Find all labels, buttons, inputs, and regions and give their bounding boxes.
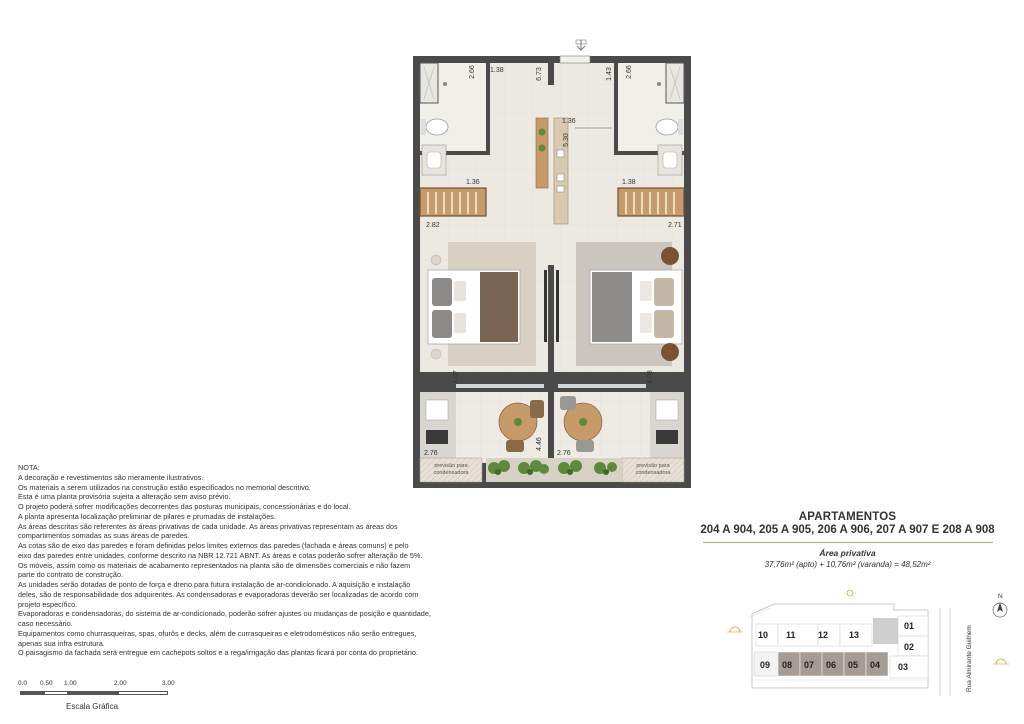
unit-label: 06 — [826, 660, 837, 670]
dim-left-balcony-width: 2.76 — [424, 450, 438, 457]
right-balcony-glazing — [554, 372, 684, 392]
note-line: Os móveis, assim como os materiais de acabamento representados na planta são de dimensões comerciais e não fazem — [18, 560, 411, 570]
area-formula: 37,76m² (apto) + 10,76m² (varanda) = 48,52m² — [764, 560, 931, 569]
unit-label: 09 — [760, 660, 771, 670]
notes-title: NOTA: — [18, 463, 40, 472]
dim-left-wc-width: 2.66 — [469, 65, 476, 79]
unit-label: 07 — [804, 660, 815, 670]
divider — [703, 542, 993, 543]
unit-label: 12 — [818, 630, 829, 640]
sunrise-icon — [727, 627, 743, 632]
unit-label: 04 — [870, 660, 881, 670]
scale-segment — [118, 691, 168, 695]
dim-kitchen-counter-depth: 5.30 — [563, 133, 570, 147]
note-line: Evaporadoras e condensadoras, do sistema de ar-condicionado, poderão sofrer ajustes ou mudanças de posição e quantidade, — [18, 609, 431, 619]
dim-right-balcony-width: 2.76 — [557, 450, 571, 457]
graphic-scale — [18, 680, 188, 716]
unit-label: 05 — [848, 660, 859, 670]
right-glass-door[interactable] — [558, 384, 646, 388]
unit-row-bottom — [754, 652, 888, 676]
condenser-label-line2: condensadora — [635, 470, 671, 476]
sun-icon — [844, 588, 856, 599]
unit-label: 13 — [849, 630, 860, 640]
unit-label: 01 — [904, 621, 915, 631]
dim-corridor-depth: 6.73 — [536, 67, 543, 81]
note-line: O projeto poderá sofrer modificações decorrentes das posturas municipais, concessionárias e do local. — [18, 502, 351, 511]
note-line: A decoração e revestimentos são meramente ilustrativos. — [18, 472, 204, 482]
street-label: Rua Almirante Guilhem — [966, 625, 973, 692]
left-glass-door[interactable] — [456, 384, 544, 388]
note-line: O paisagismo da fachada será entregue em cachepots soltos e a rega/irrigação das plantas ficará por conta do proprietário. — [18, 648, 418, 658]
scale-tick: 1.00 — [64, 680, 77, 687]
dim-right-bedroom-width: 2.71 — [668, 222, 682, 229]
note-line: As unidades serão dotadas de ponto de força e dreno para futura instalação de ar-condicionado. A aquisição e instalação — [18, 580, 411, 589]
dim-kitchen-counter-width: 1.36 — [562, 118, 576, 125]
left-closet — [420, 188, 486, 216]
sunset-icon — [993, 659, 1009, 664]
note-line: As áreas descritas são referentes às áreas privativas de cada unidade. As áreas privativas representam as áreas dos — [18, 521, 398, 531]
right-balcony — [554, 392, 684, 458]
unit-row-top — [756, 624, 872, 646]
left-balcony — [420, 392, 548, 458]
unit-label: 10 — [758, 630, 769, 640]
unit-label: 02 — [904, 642, 915, 652]
condenser-label-line2: condensadora — [433, 470, 469, 476]
entry-door[interactable] — [560, 40, 590, 63]
apartment-units: 204 A 904, 205 A 905, 206 A 906, 207 A 907 E 208 A 908 — [700, 524, 995, 536]
unit-label: 03 — [898, 662, 909, 672]
scale-segment — [44, 691, 68, 695]
location-key-map — [718, 588, 1018, 698]
dim-right-bedroom-depth: 4.08 — [647, 370, 654, 384]
dim-left-bedroom-depth: 4.07 — [453, 370, 460, 384]
note-line: deles, são de responsabilidade dos adquirentes. As condensadoras e evaporadoras deverão ser localizadas de acordo com — [18, 589, 419, 599]
note-line: parte do contrato de construção. — [18, 570, 124, 580]
right-closet — [618, 188, 684, 216]
note-line: Equipamentos como churrasqueiras, spas, ofurôs e decks, além de currasqueiras e eletrodomésticos não serão entregues, — [18, 628, 417, 638]
street — [940, 608, 973, 696]
note-line: projeto específico. — [18, 599, 78, 609]
apartments-heading: APARTAMENTOS — [798, 511, 897, 523]
scale-tick: 0.50 — [40, 680, 53, 687]
dim-right-wc-width: 2.66 — [626, 65, 633, 79]
planters — [486, 458, 622, 482]
condenser-label-line1: previsão para — [636, 463, 670, 469]
north-arrow-icon — [993, 593, 1007, 617]
note-line: caso necessário. — [18, 619, 73, 628]
right-condenser-bay — [622, 458, 684, 482]
dim-left-bedroom-width: 2.82 — [426, 222, 440, 229]
scale-segment — [20, 691, 44, 695]
scale-segment — [68, 691, 118, 695]
party-wall — [548, 63, 554, 85]
party-wall — [548, 265, 554, 463]
dim-left-entry-width: 1.38 — [490, 67, 504, 74]
scale-tick: 2.00 — [114, 680, 127, 687]
unit-cell — [778, 624, 818, 646]
condenser-label-line1: previsão para — [434, 463, 468, 469]
note-line: Os materiais a serem utilizados na construção estão especificados no memorial descritivo. — [18, 482, 311, 492]
dim-right-entry-width: 1.43 — [606, 67, 613, 81]
left-balcony-glazing — [420, 372, 548, 392]
unit-cell — [890, 656, 928, 678]
area-title: Área privativa — [819, 548, 876, 558]
dim-balcony-depth: 4.46 — [536, 437, 543, 451]
note-line: compartimentos somadas as suas áreas de paredes. — [18, 531, 190, 541]
scale-title: Escala Gráfica — [66, 702, 119, 711]
right-bedroom — [576, 242, 682, 366]
scale-tick: 3.00 — [162, 680, 175, 687]
note-line: As cotas são de eixo das paredes e foram definidas pelos limites externos das paredes (fachada e áreas comuns) e pelo — [18, 541, 409, 550]
north-label: N — [998, 593, 1003, 600]
note-line: Esta é uma planta provisória sujeita a alteração sem aviso prévio. — [18, 492, 231, 502]
title-block — [690, 511, 1005, 569]
note-line: apenas sua infra estrutura. — [18, 638, 105, 648]
unit-label: 08 — [782, 660, 793, 670]
notes-block — [18, 463, 458, 658]
dim-right-closet-depth: 1.38 — [622, 179, 636, 186]
unit-label: 11 — [786, 630, 796, 640]
dim-left-closet-depth: 1.36 — [466, 179, 480, 186]
scale-tick: 0.0 — [18, 680, 28, 687]
note-line: eixo das paredes entre unidades, conforme descrito na NBR 12.721 ABNT. As áreas e cotas poderão sofrer alteração de 5%. — [18, 550, 423, 560]
note-line: A planta apresenta localização preliminar de pilares e prumadas de instalações. — [18, 511, 276, 521]
